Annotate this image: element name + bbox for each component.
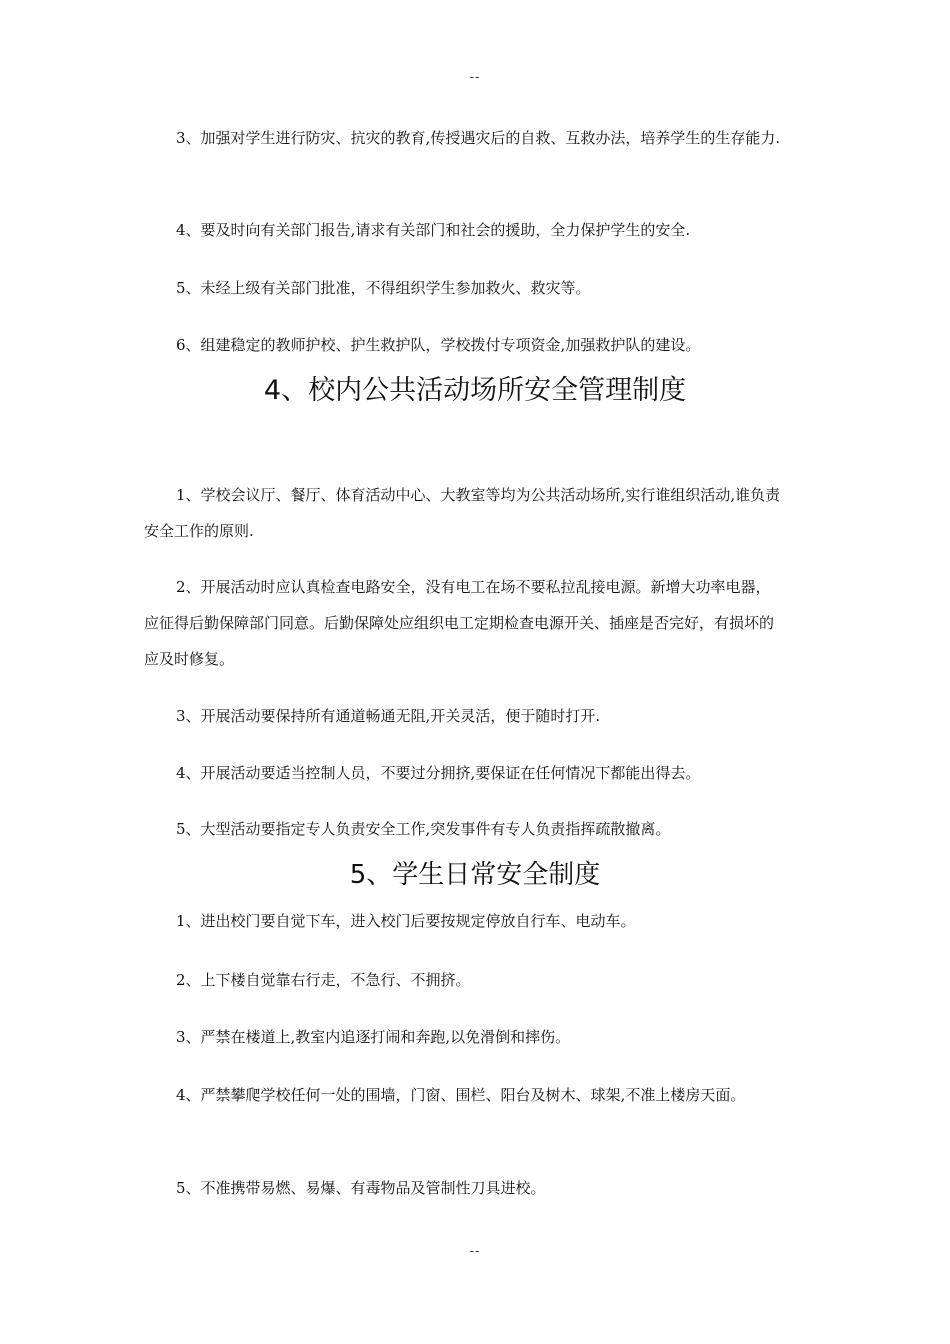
section-title: 4、校内公共活动场所安全管理制度 [263, 375, 687, 406]
page-header-marker: -- [469, 70, 481, 85]
paragraph: 1、进出校门要自觉下车，进入校门后要按规定停放自行车、电动车。 [176, 912, 636, 930]
paragraph: 4、开展活动要适当控制人员，不要过分拥挤,要保证在任何情况下都能出得去。 [176, 764, 701, 782]
paragraph: 6、组建稳定的教师护校、护生救护队，学校拨付专项资金,加强救护队的建设。 [176, 336, 701, 354]
paragraph: 2、开展活动时应认真检查电路安全，没有电工在场不要私拉乱接电源。新增大功率电器，应征得后勤保障部门同意。后勤保障处应组织电工定期检查电源开关、插座是否完好，有损坏的应及时修复。 [144, 578, 775, 668]
page-footer-marker: -- [469, 1244, 481, 1259]
section-title: 5、学生日常安全制度 [349, 860, 601, 890]
paragraph: 1、学校会议厅、餐厅、体育活动中心、大教室等均为公共活动场所,实行谁组织活动,谁负责安全工作的原则. [144, 486, 781, 540]
paragraph: 3、加强对学生进行防灾、抗灾的教育,传授遇灾后的自救、互救办法，培养学生的生存能力. [176, 129, 781, 147]
paragraph: 5、未经上级有关部门批准，不得组织学生参加救火、救灾等。 [176, 279, 591, 297]
paragraph: 3、严禁在楼道上,教室内追逐打闹和奔跑,以免滑倒和摔伤。 [176, 1028, 571, 1046]
paragraph: 4、严禁攀爬学校任何一处的围墙，门窗、围栏、阳台及树木、球架,不准上楼房天面。 [176, 1086, 746, 1104]
paragraph: 2、上下楼自觉靠右行走，不急行、不拥挤。 [176, 971, 471, 989]
paragraph: 3、开展活动要保持所有通道畅通无阻,开关灵活，便于随时打开. [176, 707, 601, 725]
paragraph: 5、不准携带易燃、易爆、有毒物品及管制性刀具进校。 [176, 1179, 546, 1197]
paragraph: 5、大型活动要指定专人负责安全工作,突发事件有专人负责指挥疏散撤离。 [176, 820, 671, 838]
paragraph: 4、要及时向有关部门报告,请求有关部门和社会的援助，全力保护学生的安全. [176, 221, 691, 239]
